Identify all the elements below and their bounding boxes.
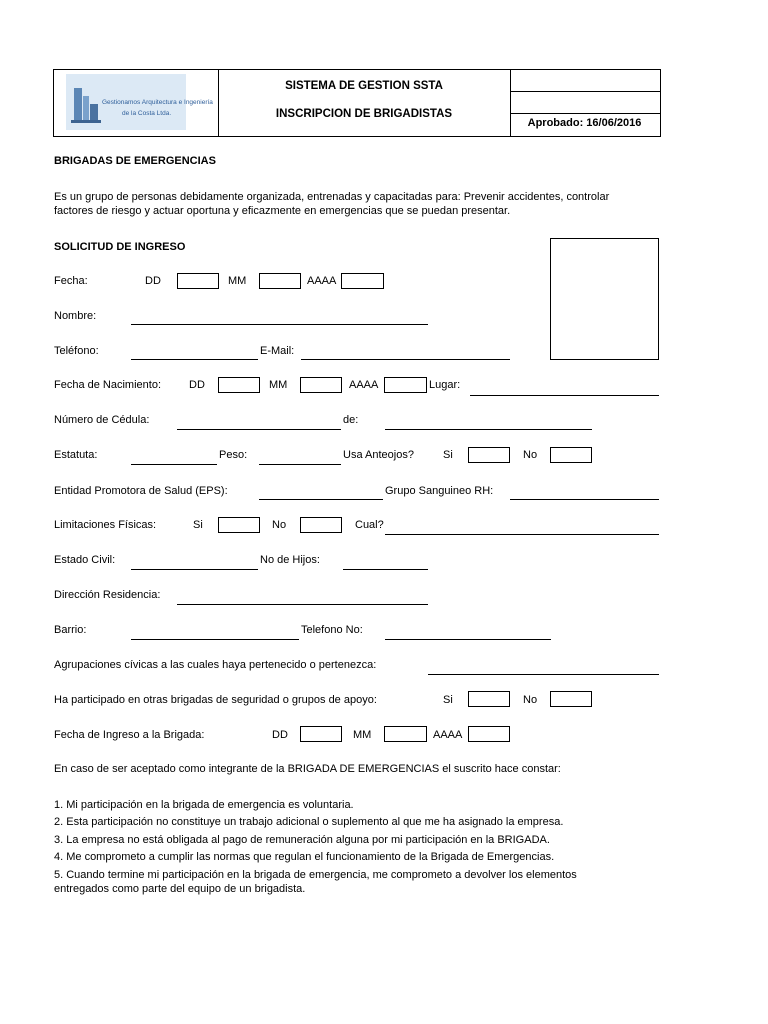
peso-label: Peso: bbox=[219, 449, 248, 461]
cual-label: Cual? bbox=[355, 519, 384, 531]
mm-label: MM bbox=[228, 275, 247, 287]
dd-label: DD bbox=[272, 729, 288, 741]
peso-field[interactable] bbox=[259, 464, 341, 465]
fecha-aaaa-input[interactable] bbox=[341, 273, 384, 289]
anteojos-label: Usa Anteojos? bbox=[343, 449, 414, 461]
logo-text-line1: Gestionamos Arquitectura e Ingeniería bbox=[102, 99, 213, 106]
nacimiento-aaaa-input[interactable] bbox=[384, 377, 427, 393]
cual-field[interactable] bbox=[385, 534, 659, 535]
constancia-text: En caso de ser aceptado como integrante de la BRIGADA DE EMERGENCIAS el suscrito hace constar: bbox=[54, 763, 561, 775]
cedula-de-label: de: bbox=[343, 414, 359, 426]
header-row-line bbox=[510, 113, 660, 114]
no-label: No bbox=[272, 519, 287, 531]
otras-brigadas-si-checkbox[interactable] bbox=[468, 691, 510, 707]
nombre-field[interactable] bbox=[131, 324, 428, 325]
fecha-dd-input[interactable] bbox=[177, 273, 219, 289]
estatura-label: Estatuta: bbox=[54, 449, 98, 461]
fecha-nacimiento-label: Fecha de Nacimiento: bbox=[54, 379, 161, 391]
telefono-field[interactable] bbox=[131, 359, 258, 360]
mm-label: MM bbox=[353, 729, 372, 741]
lugar-label: Lugar: bbox=[429, 379, 461, 391]
si-label: Si bbox=[443, 694, 453, 706]
section-heading-solicitud: SOLICITUD DE INGRESO bbox=[54, 241, 186, 253]
limitaciones-si-checkbox[interactable] bbox=[218, 517, 260, 533]
no-label: No bbox=[523, 694, 538, 706]
email-label: E-Mail: bbox=[260, 345, 295, 357]
limitaciones-label: Limitaciones Físicas: bbox=[54, 519, 157, 531]
section-heading-brigadas: BRIGADAS DE EMERGENCIAS bbox=[54, 155, 216, 167]
photo-box[interactable] bbox=[550, 238, 659, 360]
fecha-ingreso-label: Fecha de Ingreso a la Brigada: bbox=[54, 729, 205, 741]
intro-paragraph-line2: factores de riesgo y actuar oportuna y eficazmente en emergencias que se puedan presentar. bbox=[54, 205, 511, 217]
term-item: 1. Mi participación en la brigada de emergencia es voluntaria. bbox=[54, 799, 354, 811]
fecha-label: Fecha: bbox=[54, 275, 88, 287]
barrio-label: Barrio: bbox=[54, 624, 87, 636]
telefono-no-field[interactable] bbox=[385, 639, 551, 640]
header-row-line bbox=[510, 91, 660, 92]
grupo-sanguineo-field[interactable] bbox=[510, 499, 659, 500]
term-item-continuation: entregados como parte del equipo de un brigadista. bbox=[54, 883, 306, 895]
company-logo bbox=[66, 74, 213, 130]
aaaa-label: AAAA bbox=[307, 275, 337, 287]
term-item: 4. Me comprometo a cumplir las normas que regulan el funcionamiento de la Brigada de Emergencias. bbox=[54, 851, 555, 863]
limitaciones-no-checkbox[interactable] bbox=[300, 517, 342, 533]
agrupaciones-field[interactable] bbox=[428, 674, 659, 675]
direccion-field[interactable] bbox=[177, 604, 428, 605]
term-item: 5. Cuando termine mi participación en la brigada de emergencia, me comprometo a devolver los elementos bbox=[54, 869, 577, 881]
si-label: Si bbox=[193, 519, 203, 531]
aaaa-label: AAAA bbox=[349, 379, 379, 391]
term-item: 2. Esta participación no constituye un trabajo adicional o suplemento al que me ha asignado la empresa. bbox=[54, 816, 564, 828]
cedula-field[interactable] bbox=[177, 429, 341, 430]
estatura-field[interactable] bbox=[131, 464, 217, 465]
ingreso-dd-input[interactable] bbox=[300, 726, 342, 742]
anteojos-no-checkbox[interactable] bbox=[550, 447, 592, 463]
cedula-label: Número de Cédula: bbox=[54, 414, 150, 426]
nacimiento-mm-input[interactable] bbox=[300, 377, 342, 393]
nacimiento-dd-input[interactable] bbox=[218, 377, 260, 393]
barrio-field[interactable] bbox=[131, 639, 299, 640]
si-label: Si bbox=[443, 449, 453, 461]
eps-field[interactable] bbox=[259, 499, 383, 500]
intro-paragraph-line1: Es un grupo de personas debidamente organizada, entrenadas y capacitadas para: Prevenir accidentes, controlar bbox=[54, 191, 610, 203]
term-item: 3. La empresa no está obligada al pago de remuneración alguna por mi participación en la BRIGADA. bbox=[54, 834, 550, 846]
grupo-sanguineo-label: Grupo Sanguineo RH: bbox=[385, 485, 494, 497]
anteojos-si-checkbox[interactable] bbox=[468, 447, 510, 463]
lugar-field[interactable] bbox=[470, 395, 659, 396]
dd-label: DD bbox=[189, 379, 205, 391]
approved-date: Aprobado: 16/06/2016 bbox=[527, 117, 642, 129]
form-title: INSCRIPCION DE BRIGADISTAS bbox=[275, 108, 453, 120]
direccion-label: Dirección Residencia: bbox=[54, 589, 161, 601]
mm-label: MM bbox=[269, 379, 288, 391]
aaaa-label: AAAA bbox=[433, 729, 463, 741]
hijos-label: No de Hijos: bbox=[260, 554, 320, 566]
eps-label: Entidad Promotora de Salud (EPS): bbox=[54, 485, 228, 497]
ingreso-mm-input[interactable] bbox=[384, 726, 427, 742]
logo-text-line2: de la Costa Ltda. bbox=[122, 110, 172, 117]
no-label: No bbox=[523, 449, 538, 461]
agrupaciones-label: Agrupaciones cívicas a las cuales haya pertenecido o pertenezca: bbox=[54, 659, 377, 671]
fecha-mm-input[interactable] bbox=[259, 273, 301, 289]
otras-brigadas-label: Ha participado en otras brigadas de seguridad o grupos de apoyo: bbox=[54, 694, 377, 706]
estado-civil-field[interactable] bbox=[131, 569, 258, 570]
hijos-field[interactable] bbox=[343, 569, 428, 570]
telefono-label: Teléfono: bbox=[54, 345, 99, 357]
telefono-no-label: Telefono No: bbox=[301, 624, 363, 636]
estado-civil-label: Estado Civil: bbox=[54, 554, 116, 566]
dd-label: DD bbox=[145, 275, 161, 287]
email-field[interactable] bbox=[301, 359, 510, 360]
cedula-de-field[interactable] bbox=[385, 429, 592, 430]
nombre-label: Nombre: bbox=[54, 310, 97, 322]
ingreso-aaaa-input[interactable] bbox=[468, 726, 510, 742]
otras-brigadas-no-checkbox[interactable] bbox=[550, 691, 592, 707]
system-title: SISTEMA DE GESTION SSTA bbox=[285, 80, 443, 92]
